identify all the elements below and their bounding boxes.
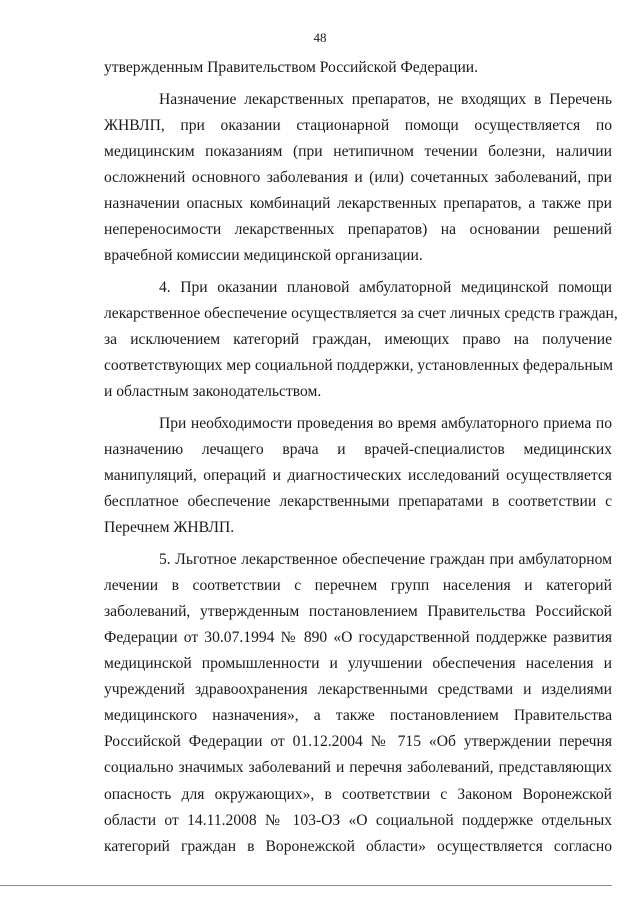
text-line: Федерации от 30.07.1994 № 890 «О государственной поддержке развития: [104, 628, 612, 646]
page-number: 48: [313, 30, 327, 45]
text-line: медицинской промышленности и улучшении обеспечения населения и: [104, 655, 612, 673]
text-line: за исключением категорий граждан, имеющих право на получение: [104, 330, 612, 348]
text-line: социально значимых заболеваний и перечня заболеваний, представляющих: [104, 759, 612, 777]
text-line: Назначение лекарственных препаратов, не входящих в Перечень: [159, 90, 612, 108]
text-line: 4. При оказании плановой амбулаторной медицинской помощи: [159, 278, 612, 296]
text-line: ЖНВЛП, при оказании стационарной помощи осуществляется по: [104, 116, 612, 134]
text-line: врачебной комиссии медицинской организации.: [104, 247, 423, 265]
text-line: назначении опасных комбинаций лекарственных препаратов, а также при: [104, 194, 612, 212]
text-line: учреждений здравоохранения лекарственными средствами и изделиями: [104, 681, 612, 699]
paragraph: [104, 275, 618, 405]
text-line: манипуляций, операций и диагностических исследований осуществляется: [104, 466, 612, 484]
text-line: и областным законодательством.: [104, 383, 322, 401]
text-line: области от 14.11.2008 № 103-ОЗ «О социальной поддержке отдельных: [104, 811, 612, 829]
paragraph: [104, 55, 612, 81]
text-line: лечении в соответствии с перечнем групп населения и категорий: [104, 576, 612, 594]
text-line: соответствующих мер социальной поддержки, установленных федеральным: [104, 357, 614, 375]
text-line: назначению лечащего врача и врачей-специалистов медицинских: [104, 440, 612, 458]
text-line: 5. Льготное лекарственное обеспечение граждан при амбулаторном: [159, 550, 612, 568]
text-line: лекарственное обеспечение осуществляется за счет личных средств граждан,: [104, 304, 618, 322]
text-line: При необходимости проведения во время амбулаторного приема по: [159, 414, 612, 432]
text-line: категорий граждан в Воронежской области» осуществляется согласно: [104, 837, 612, 855]
text-line: заболеваний, утвержденным постановлением Правительства Российской: [104, 602, 612, 620]
text-line: медицинским показаниям (при нетипичном течении болезни, наличии: [104, 142, 612, 160]
paragraph: [104, 87, 612, 270]
text-line: бесплатное обеспечение лекарственными препаратами в соответствии с: [104, 493, 612, 510]
document-body: [104, 55, 618, 860]
text-line: утвержденным Правительством Российской Федерации.: [104, 59, 479, 76]
text-line: Перечнем ЖНВЛП.: [104, 519, 235, 537]
footer-rule: [0, 885, 612, 886]
paragraph: [104, 411, 612, 541]
text-line: Российской Федерации от 01.12.2004 № 715 «Об утверждении перечня: [104, 733, 612, 751]
text-line: медицинского назначения», а также постановлением Правительства: [104, 707, 612, 725]
text-line: опасность для окружающих», в соответствии с Законом Воронежской: [104, 785, 612, 803]
paragraph: [104, 547, 612, 860]
text-line: осложнений основного заболевания и (или) сочетанных заболеваний, при: [104, 168, 612, 186]
text-line: непереносимости лекарственных препаратов) на основании решений: [104, 221, 612, 239]
